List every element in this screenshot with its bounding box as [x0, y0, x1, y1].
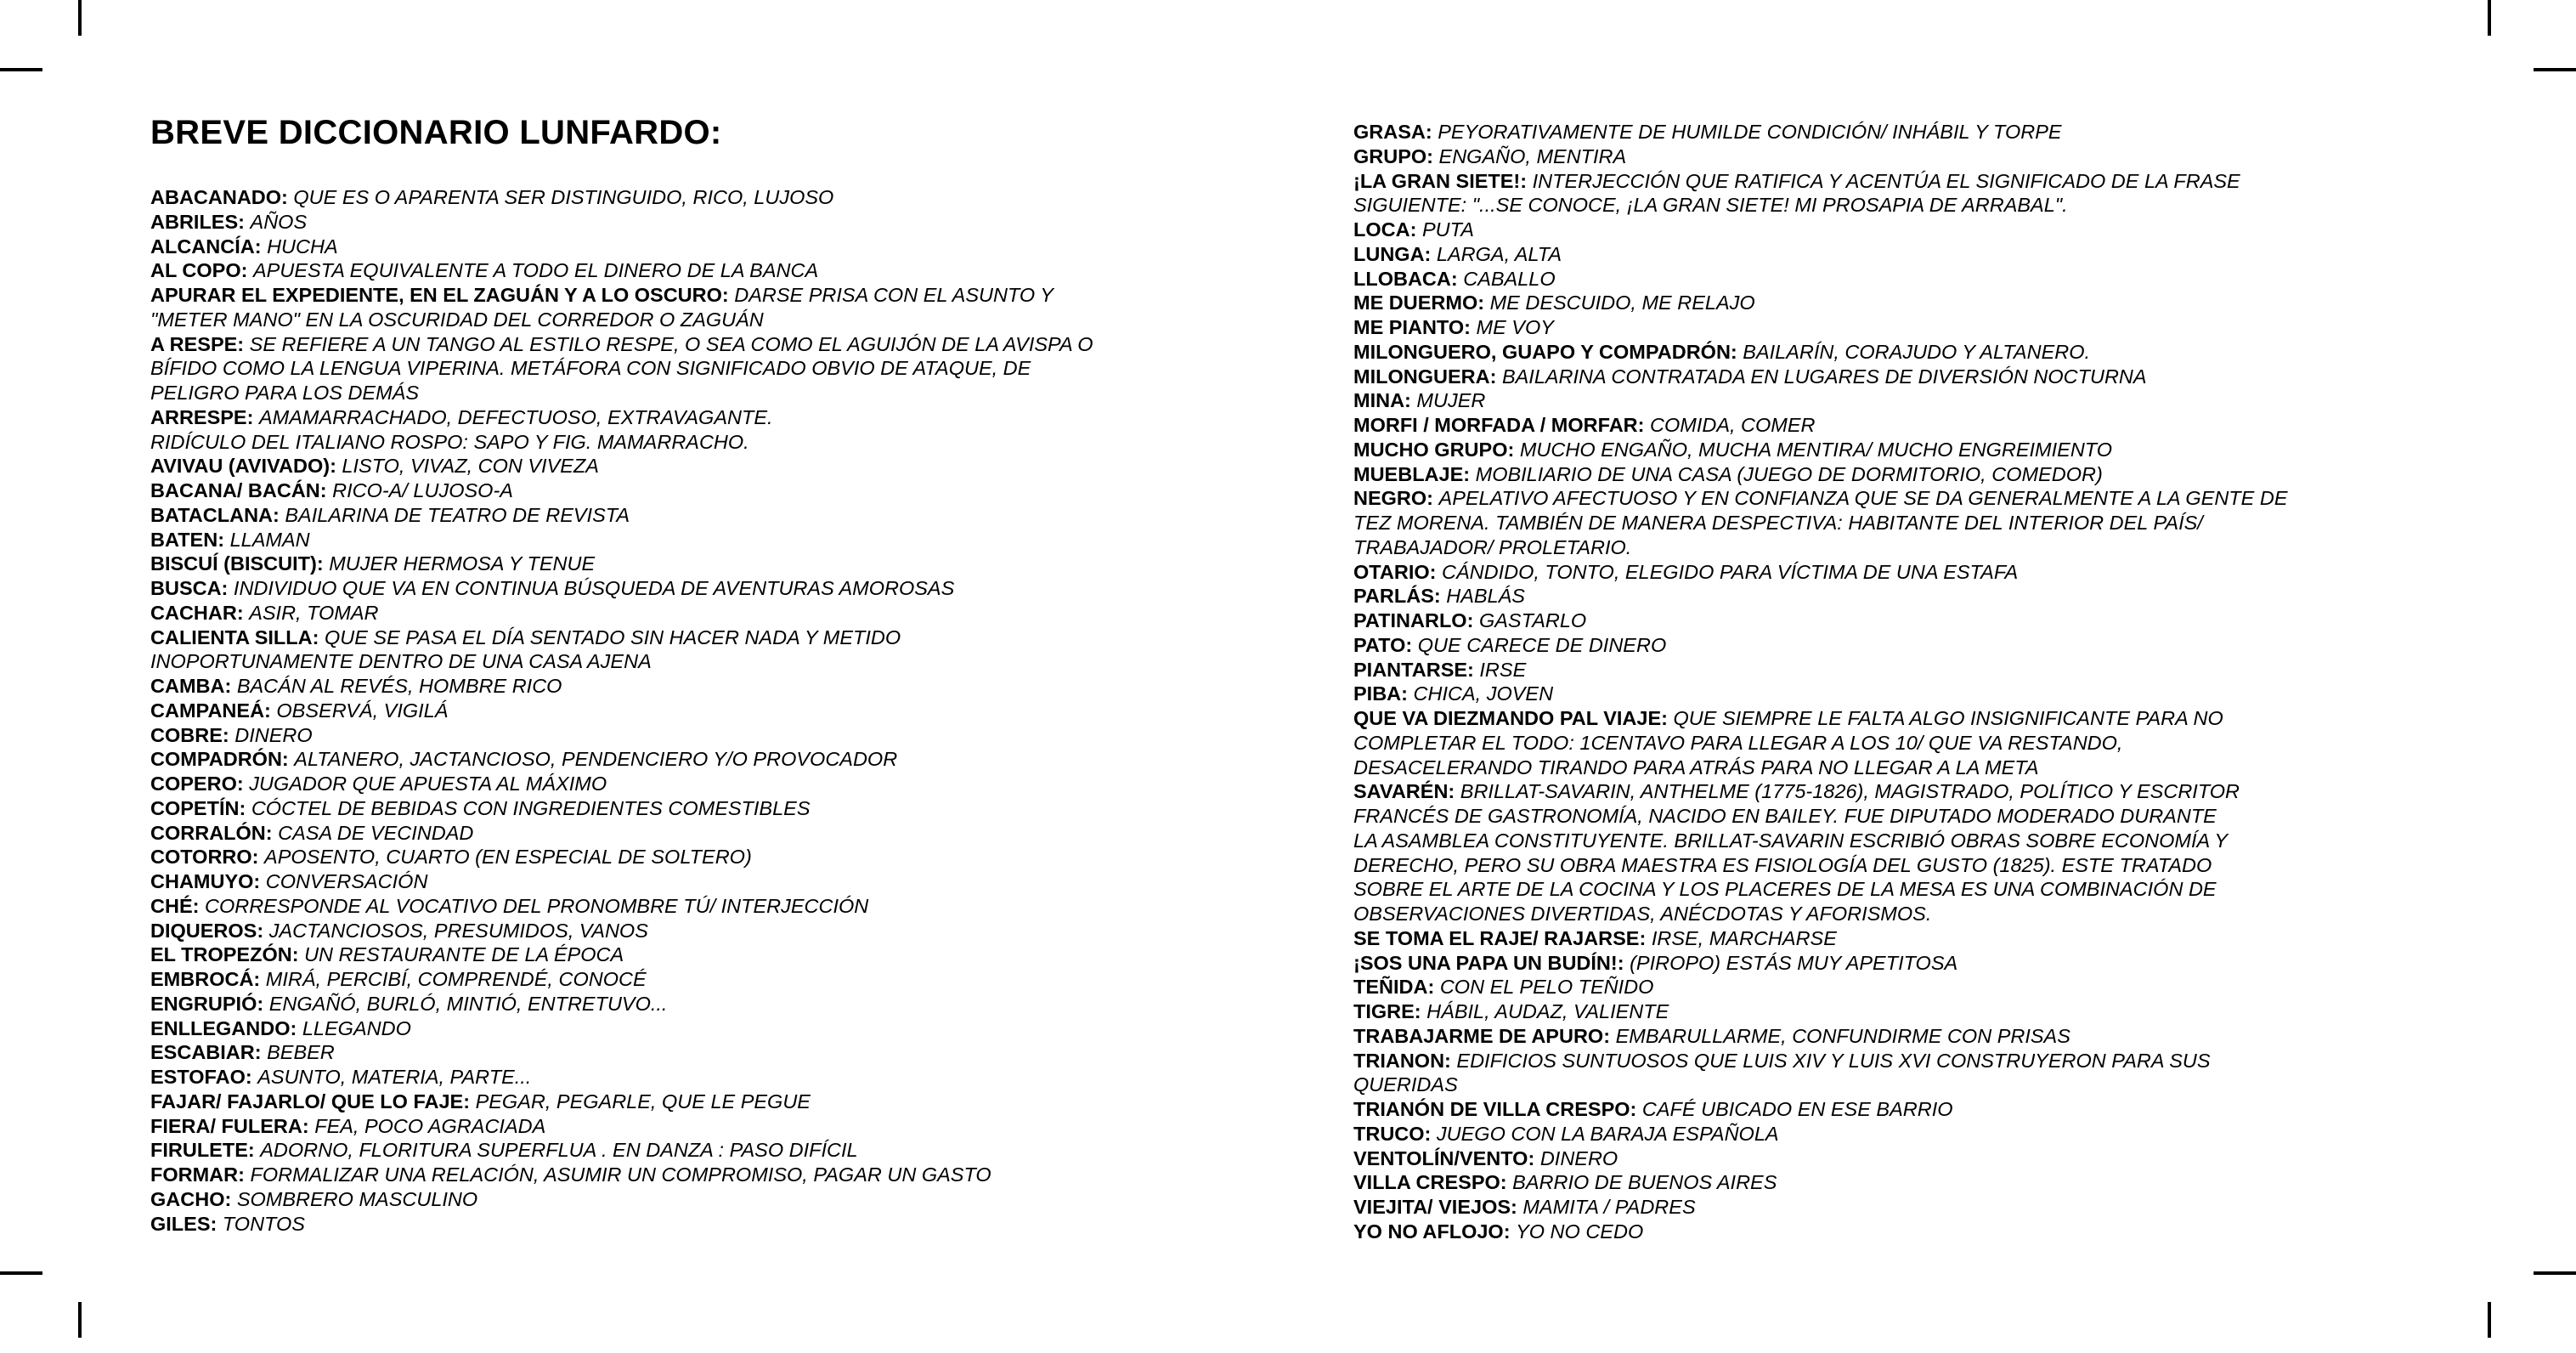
- glossary-entry: [1353, 658, 2288, 682]
- glossary-entry: [1353, 267, 2288, 292]
- entry-term: CHAMUYO:: [150, 870, 261, 892]
- entry-term: ENGRUPIÓ:: [150, 992, 264, 1015]
- glossary-entry: [1353, 1049, 2288, 1098]
- crop-mark-top-left-h: [0, 68, 42, 71]
- glossary-entry: [1353, 999, 2288, 1024]
- glossary-entry: [150, 283, 1093, 332]
- entry-term: BATEN:: [150, 528, 225, 551]
- entry-definition-line: HUCHA: [267, 235, 338, 258]
- glossary-entry: [1353, 242, 2288, 267]
- entry-definition-line: CHICA, JOVEN: [1413, 682, 1554, 705]
- glossary-entry: [150, 258, 1093, 283]
- entry-definition-line: UN RESTAURANTE DE LA ÉPOCA: [304, 943, 624, 966]
- entry-definition-line: CABALLO: [1463, 267, 1556, 290]
- entry-definition-line: APUESTA EQUIVALENTE A TODO EL DINERO DE LA BANCA: [253, 259, 819, 282]
- glossary-entry: [1353, 951, 2288, 976]
- entry-term: AVIVAU (AVIVADO):: [150, 455, 336, 478]
- entry-term: VILLA CRESPO:: [1353, 1171, 1507, 1194]
- crop-mark-bottom-left-h: [0, 1271, 42, 1275]
- entry-term: ME PIANTO:: [1353, 316, 1471, 338]
- glossary-entry: [1353, 413, 2288, 438]
- entry-definition-line: TONTOS: [222, 1212, 305, 1235]
- entry-definition-line: RICO-A/ LUJOSO-A: [332, 479, 513, 501]
- entry-definition-line: MUCHO ENGAÑO, MUCHA MENTIRA/ MUCHO ENGREIMIENTO: [1519, 438, 2113, 461]
- entry-definition-line: CORRESPONDE AL VOCATIVO DEL PRONOMBRE TÚ/ INTERJECCIÓN: [204, 894, 869, 917]
- entry-term: VENTOLÍN/VENTO:: [1353, 1146, 1535, 1169]
- glossary-entry: [1353, 682, 2288, 706]
- entry-definition-line: COMIDA, COMER: [1650, 414, 1816, 436]
- entry-term: OTARIO:: [1353, 560, 1437, 583]
- crop-mark-bottom-left: [78, 1302, 82, 1338]
- entry-definition-line: SOMBRERO MASCULINO: [236, 1187, 478, 1210]
- entry-term: ABRILES:: [150, 210, 245, 233]
- entry-term: DIQUEROS:: [150, 919, 264, 942]
- entry-definition-line: PUTA: [1421, 218, 1474, 241]
- entry-term: MILONGUERA:: [1353, 365, 1497, 388]
- entry-term: SE TOMA EL RAJE/ RAJARSE:: [1353, 926, 1647, 949]
- entry-term: ABACANADO:: [150, 186, 288, 208]
- entry-definition-line: IRSE, MARCHARSE: [1651, 926, 1837, 949]
- glossary-entry: [1353, 438, 2288, 462]
- entry-definition-line: CAFÉ UBICADO EN ESE BARRIO: [1641, 1098, 1953, 1120]
- glossary-entry: [150, 1187, 1093, 1212]
- entry-definition-line: BAILARINA DE TEATRO DE REVISTA: [285, 503, 630, 526]
- crop-mark-top-left: [78, 0, 82, 36]
- entry-term: MINA:: [1353, 389, 1411, 412]
- glossary-entry: [150, 1090, 1093, 1114]
- entry-definition-line: JUGADOR QUE APUESTA AL MÁXIMO: [249, 773, 607, 795]
- glossary-entry: [150, 1114, 1093, 1139]
- entry-term: TIGRE:: [1353, 1000, 1421, 1022]
- glossary-entry: [150, 821, 1093, 846]
- entry-definition-line: LISTO, VIVAZ, CON VIVEZA: [342, 455, 599, 478]
- entry-definition-line: COMPLETAR EL TODO: 1CENTAVO PARA LLEGAR A LOS 10/ QUE VA RESTANDO,: [1353, 731, 2123, 754]
- entry-definition-line: BRILLAT-SAVARIN, ANTHELME (1775-1826), MAGISTRADO, POLÍTICO Y ESCRITOR: [1460, 780, 2240, 803]
- entry-definition-line: CONVERSACIÓN: [265, 870, 428, 892]
- entry-term: BISCUÍ (BISCUIT):: [150, 552, 324, 575]
- entry-term: TRABAJARME DE APURO:: [1353, 1024, 1611, 1047]
- glossary-entry: [150, 454, 1093, 478]
- entry-definition-line: FORMALIZAR UNA RELACIÓN, ASUMIR UN COMPROMISO, PAGAR UN GASTO: [250, 1163, 991, 1186]
- glossary-entry: [1353, 120, 2288, 144]
- glossary-entry: [1353, 462, 2288, 487]
- entry-definition-line: MUJER: [1416, 389, 1486, 412]
- glossary-entry: [1353, 560, 2288, 585]
- entry-term: TEÑIDA:: [1353, 976, 1435, 999]
- glossary-entry: [150, 772, 1093, 796]
- entry-term: COPETÍN:: [150, 796, 246, 819]
- crop-mark-top-right-h: [2534, 68, 2576, 71]
- glossary-entry: [1353, 926, 2288, 951]
- entry-term: PATINARLO:: [1353, 609, 1474, 631]
- entry-definition-line: QUE SIEMPRE LE FALTA ALGO INSIGNIFICANTE PARA NO: [1673, 707, 2223, 729]
- entry-term: EL TROPEZÓN:: [150, 943, 299, 966]
- entry-term: FIERA/ FULERA:: [150, 1114, 309, 1137]
- entry-term: VIEJITA/ VIEJOS:: [1353, 1196, 1517, 1218]
- glossary-entry: [150, 478, 1093, 503]
- glossary-entry: [150, 796, 1093, 821]
- glossary-entry: [1353, 340, 2288, 365]
- entry-term: COMPADRÓN:: [150, 748, 289, 771]
- entry-definition-line: TEZ MORENA. TAMBIÉN DE MANERA DESPECTIVA: HABITANTE DEL INTERIOR DEL PAÍS/: [1353, 512, 2203, 534]
- entry-term: ¡SOS UNA PAPA UN BUDÍN!:: [1353, 951, 1624, 974]
- entry-term: TRIANON:: [1353, 1049, 1451, 1072]
- glossary-entry: [150, 1040, 1093, 1065]
- glossary-entry: [150, 601, 1093, 626]
- entry-definition-line: EDIFICIOS SUNTUOSOS QUE LUIS XIV Y LUIS XVI CONSTRUYERON PARA SUS: [1456, 1049, 2211, 1072]
- entry-term: GRUPO:: [1353, 144, 1433, 167]
- glossary-entry: [150, 992, 1093, 1016]
- glossary-entry: [150, 943, 1093, 967]
- entry-term: PIANTARSE:: [1353, 658, 1474, 681]
- glossary-entry: [150, 210, 1093, 235]
- entry-definition-line: PEYORATIVAMENTE DE HUMILDE CONDICIÓN/ INHÁBIL Y TORPE: [1438, 121, 2062, 143]
- entry-definition-line: SOBRE EL ARTE DE LA COCINA Y LOS PLACERES DE LA MESA ES UNA COMBINACIÓN DE: [1353, 878, 2217, 901]
- left-glossary-list: [150, 185, 1093, 1236]
- entry-definition-line: MOBILIARIO DE UNA CASA (JUEGO DE DORMITORIO, COMEDOR): [1475, 462, 2103, 485]
- entry-term: PIBA:: [1353, 682, 1408, 705]
- entry-term: FAJAR/ FAJARLO/ QUE LO FAJE:: [150, 1090, 471, 1112]
- crop-mark-top-right: [2488, 0, 2491, 36]
- entry-term: ENLLEGANDO:: [150, 1016, 297, 1039]
- entry-term: MILONGUERO, GUAPO Y COMPADRÓN:: [1353, 340, 1737, 363]
- entry-definition-line: BAILARINA CONTRATADA EN LUGARES DE DIVERSIÓN NOCTURNA: [1501, 365, 2147, 388]
- entry-definition-line: INTERJECCIÓN QUE RATIFICA Y ACENTÚA EL SIGNIFICADO DE LA FRASE: [1532, 169, 2240, 192]
- glossary-entry: [150, 405, 1093, 455]
- entry-term: ¡LA GRAN SIETE!:: [1353, 169, 1528, 192]
- entry-definition-line: DINERO: [1539, 1146, 1618, 1169]
- glossary-entry: [150, 1212, 1093, 1237]
- entry-definition-line: ENGAÑÓ, BURLÓ, MINTIÓ, ENTRETUVO...: [268, 992, 668, 1015]
- entry-definition-line: PEGAR, PEGARLE, QUE LE PEGUE: [475, 1090, 811, 1112]
- entry-term: BUSCA:: [150, 577, 229, 599]
- entry-definition-line: INDIVIDUO QUE VA EN CONTINUA BÚSQUEDA DE AVENTURAS AMOROSAS: [233, 577, 955, 599]
- entry-definition-line: TRABAJADOR/ PROLETARIO.: [1353, 535, 1632, 558]
- entry-definition-line: QUE CARECE DE DINERO: [1417, 633, 1667, 656]
- entry-term: FORMAR:: [150, 1163, 245, 1186]
- entry-term: EMBROCÁ:: [150, 968, 261, 990]
- glossary-entry: [150, 894, 1093, 919]
- entry-term: LLOBACA:: [1353, 267, 1458, 290]
- glossary-entry: [150, 967, 1093, 992]
- entry-term: AL COPO:: [150, 259, 248, 282]
- entry-definition-line: MAMITA / PADRES: [1522, 1196, 1696, 1218]
- glossary-entry: [1353, 388, 2288, 413]
- entry-definition-line: EMBARULLARME, CONFUNDIRME CON PRISAS: [1615, 1024, 2070, 1047]
- entry-definition-line: CÓCTEL DE BEBIDAS CON INGREDIENTES COMESTIBLES: [251, 796, 811, 819]
- entry-definition-line: ASUNTO, MATERIA, PARTE...: [257, 1066, 532, 1088]
- glossary-entry: [150, 1065, 1093, 1090]
- entry-term: ME DUERMO:: [1353, 292, 1485, 314]
- entry-definition-line: INOPORTUNAMENTE DENTRO DE UNA CASA AJENA: [150, 650, 652, 673]
- entry-definition-line: SE REFIERE A UN TANGO AL ESTILO RESPE, O SEA COMO EL AGUIJÓN DE LA AVISPA O: [249, 332, 1093, 355]
- glossary-entry: [150, 528, 1093, 552]
- entry-term: COBRE:: [150, 723, 229, 746]
- entry-term: COTORRO:: [150, 846, 259, 869]
- page-title: BREVE DICCIONARIO LUNFARDO:: [150, 114, 722, 151]
- entry-term: BATACLANA:: [150, 503, 280, 526]
- entry-definition-line: DINERO: [234, 723, 313, 746]
- entry-term: BACANA/ BACÁN:: [150, 479, 327, 501]
- entry-term: QUE VA DIEZMANDO PAL VIAJE:: [1353, 707, 1668, 729]
- entry-term: APURAR EL EXPEDIENTE, EN EL ZAGUÁN Y A LO OSCURO:: [150, 284, 729, 306]
- entry-definition-line: RIDÍCULO DEL ITALIANO ROSPO: SAPO Y FIG. MAMARRACHO.: [150, 430, 749, 453]
- glossary-entry: [150, 626, 1093, 675]
- entry-definition-line: OBSERVÁ, VIGILÁ: [276, 699, 449, 722]
- glossary-entry: [150, 674, 1093, 699]
- glossary-entry: [150, 699, 1093, 723]
- glossary-entry: [150, 332, 1093, 405]
- glossary-entry: [1353, 291, 2288, 315]
- glossary-entry: [150, 235, 1093, 259]
- glossary-entry: [150, 919, 1093, 943]
- entry-term: CAMBA:: [150, 675, 232, 697]
- glossary-entry: [1353, 706, 2288, 779]
- entry-term: MUEBLAJE:: [1353, 462, 1471, 485]
- entry-definition-line: AÑOS: [250, 210, 308, 233]
- entry-definition-line: DERECHO, PERO SU OBRA MAESTRA ES FISIOLOGÍA DEL GUSTO (1825). ESTE TRATADO: [1353, 853, 2212, 876]
- entry-definition-line: ADORNO, FLORITURA SUPERFLUA . EN DANZA : PASO DIFÍCIL: [260, 1139, 858, 1162]
- entry-definition-line: HABLÁS: [1446, 585, 1525, 608]
- entry-term: LOCA:: [1353, 218, 1417, 241]
- entry-term: GILES:: [150, 1212, 217, 1235]
- crop-mark-bottom-right-h: [2534, 1271, 2576, 1275]
- entry-definition-line: ENGAÑO, MENTIRA: [1438, 144, 1627, 167]
- entry-definition-line: CÁNDIDO, TONTO, ELEGIDO PARA VÍCTIMA DE UNA ESTAFA: [1442, 560, 2019, 583]
- glossary-entry: [1353, 1097, 2288, 1122]
- entry-definition-line: FRANCÉS DE GASTRONOMÍA, NACIDO EN BAILEY. FUE DIPUTADO MODERADO DURANTE: [1353, 805, 2217, 827]
- glossary-entry: [1353, 975, 2288, 999]
- glossary-entry: [1353, 365, 2288, 389]
- entry-term: GACHO:: [150, 1187, 232, 1210]
- entry-definition-line: HÁBIL, AUDAZ, VALIENTE: [1426, 1000, 1669, 1022]
- glossary-entry: [150, 1138, 1093, 1163]
- entry-definition-line: FEA, POCO AGRACIADA: [314, 1114, 546, 1137]
- glossary-entry: [150, 185, 1093, 210]
- entry-term: COPERO:: [150, 773, 244, 795]
- entry-definition-line: QUE ES O APARENTA SER DISTINGUIDO, RICO, LUJOSO: [293, 186, 834, 208]
- entry-definition-line: ASIR, TOMAR: [249, 601, 379, 624]
- entry-definition-line: AMAMARRACHADO, DEFECTUOSO, EXTRAVAGANTE.: [258, 405, 773, 428]
- entry-definition-line: PELIGRO PARA LOS DEMÁS: [150, 382, 420, 404]
- entry-definition-line: MUJER HERMOSA Y TENUE: [329, 552, 596, 575]
- entry-definition-line: BARRIO DE BUENOS AIRES: [1512, 1171, 1777, 1194]
- entry-term: PARLÁS:: [1353, 585, 1441, 608]
- crop-mark-bottom-right: [2488, 1302, 2491, 1338]
- glossary-entry: [150, 1016, 1093, 1041]
- entry-definition-line: APELATIVO AFECTUOSO Y EN CONFIANZA QUE SE DA GENERALMENTE A LA GENTE DE: [1438, 487, 2288, 510]
- glossary-entry: [1353, 218, 2288, 242]
- entry-definition-line: GASTARLO: [1478, 609, 1587, 631]
- entry-term: CHÉ:: [150, 894, 200, 917]
- entry-definition-line: MIRÁ, PERCIBÍ, COMPRENDÉ, CONOCÉ: [265, 968, 647, 990]
- glossary-entry: [1353, 1170, 2288, 1195]
- glossary-entry: [1353, 144, 2288, 169]
- glossary-entry: [150, 845, 1093, 869]
- glossary-entry: [1353, 486, 2288, 559]
- entry-definition-line: ME VOY: [1476, 316, 1554, 338]
- entry-definition-line: LLEGANDO: [302, 1016, 411, 1039]
- glossary-entry: [1353, 1220, 2288, 1244]
- entry-term: ALCANCÍA:: [150, 235, 262, 258]
- entry-definition-line: QUE SE PASA EL DÍA SENTADO SIN HACER NADA Y METIDO: [324, 626, 901, 648]
- glossary-entry: [1353, 609, 2288, 633]
- entry-term: ESTOFAO:: [150, 1066, 252, 1088]
- glossary-entry: [1353, 1195, 2288, 1220]
- entry-definition-line: YO NO CEDO: [1516, 1220, 1644, 1243]
- entry-term: MUCHO GRUPO:: [1353, 438, 1515, 461]
- entry-definition-line: OBSERVACIONES DIVERTIDAS, ANÉCDOTAS Y AFORISMOS.: [1353, 903, 1932, 925]
- entry-term: LUNGA:: [1353, 242, 1432, 265]
- glossary-entry: [1353, 779, 2288, 926]
- entry-term: CORRALÓN:: [150, 821, 273, 844]
- entry-term: PATO:: [1353, 633, 1413, 656]
- entry-definition-line: (PIROPO) ESTÁS MUY APETITOSA: [1630, 951, 1958, 974]
- entry-definition-line: BEBER: [267, 1041, 335, 1064]
- entry-term: A RESPE:: [150, 332, 245, 355]
- entry-term: ESCABIAR:: [150, 1041, 262, 1064]
- entry-definition-line: BÍFIDO COMO LA LENGUA VIPERINA. METÁFORA CON SIGNIFICADO OBVIO DE ATAQUE, DE: [150, 357, 1031, 380]
- glossary-entry: [1353, 633, 2288, 658]
- glossary-entry: [150, 552, 1093, 576]
- entry-definition-line: JUEGO CON LA BARAJA ESPAÑOLA: [1436, 1122, 1779, 1145]
- entry-term: NEGRO:: [1353, 487, 1433, 510]
- glossary-entry: [1353, 315, 2288, 340]
- entry-definition-line: ME DESCUIDO, ME RELAJO: [1489, 292, 1755, 314]
- glossary-entry: [1353, 584, 2288, 609]
- glossary-entry: [1353, 169, 2288, 218]
- entry-definition-line: DESACELERANDO TIRANDO PARA ATRÁS PARA NO LLEGAR A LA META: [1353, 756, 2039, 778]
- entry-term: FIRULETE:: [150, 1139, 255, 1162]
- entry-definition-line: DARSE PRISA CON EL ASUNTO Y: [734, 284, 1054, 306]
- glossary-entry: [150, 576, 1093, 601]
- entry-definition-line: "METER MANO" EN LA OSCURIDAD DEL CORREDOR O ZAGUÁN: [150, 308, 764, 331]
- entry-definition-line: ALTANERO, JACTANCIOSO, PENDENCIERO Y/O PROVOCADOR: [294, 748, 898, 771]
- entry-definition-line: APOSENTO, CUARTO (EN ESPECIAL DE SOLTERO): [264, 846, 752, 869]
- entry-definition-line: BAILARÍN, CORAJUDO Y ALTANERO.: [1743, 340, 2091, 363]
- entry-definition-line: LA ASAMBLEA CONSTITUYENTE. BRILLAT-SAVARIN ESCRIBIÓ OBRAS SOBRE ECONOMÍA Y: [1353, 829, 2229, 852]
- glossary-entry: [1353, 1146, 2288, 1171]
- entry-term: YO NO AFLOJO:: [1353, 1220, 1511, 1243]
- entry-term: TRIANÓN DE VILLA CRESPO:: [1353, 1098, 1637, 1120]
- entry-definition-line: LARGA, ALTA: [1436, 242, 1562, 265]
- entry-definition-line: IRSE: [1479, 658, 1527, 681]
- entry-definition-line: JACTANCIOSOS, PRESUMIDOS, VANOS: [268, 919, 648, 942]
- glossary-entry: [1353, 1024, 2288, 1049]
- glossary-entry: [150, 1163, 1093, 1187]
- glossary-entry: [150, 503, 1093, 528]
- entry-definition-line: SIGUIENTE: "...SE CONOCE, ¡LA GRAN SIETE! MI PROSAPIA DE ARRABAL".: [1353, 194, 2068, 217]
- glossary-entry: [150, 869, 1093, 894]
- entry-term: CALIENTA SILLA:: [150, 626, 319, 648]
- glossary-entry: [150, 747, 1093, 772]
- entry-definition-line: BACÁN AL REVÉS, HOMBRE RICO: [236, 675, 562, 697]
- entry-term: SAVARÉN:: [1353, 780, 1455, 803]
- entry-term: MORFI / MORFADA / MORFAR:: [1353, 414, 1645, 436]
- entry-term: CACHAR:: [150, 601, 244, 624]
- entry-definition-line: CON EL PELO TEÑIDO: [1439, 976, 1654, 999]
- entry-definition-line: QUERIDAS: [1353, 1073, 1458, 1096]
- glossary-entry: [1353, 1122, 2288, 1146]
- right-glossary-list: [1353, 120, 2288, 1244]
- entry-term: TRUCO:: [1353, 1122, 1432, 1145]
- entry-term: GRASA:: [1353, 121, 1432, 143]
- glossary-entry: [150, 723, 1093, 748]
- entry-term: ARRESPE:: [150, 405, 254, 428]
- entry-definition-line: CASA DE VECINDAD: [278, 821, 474, 844]
- entry-term: CAMPANEÁ:: [150, 699, 271, 722]
- entry-definition-line: LLAMAN: [229, 528, 310, 551]
